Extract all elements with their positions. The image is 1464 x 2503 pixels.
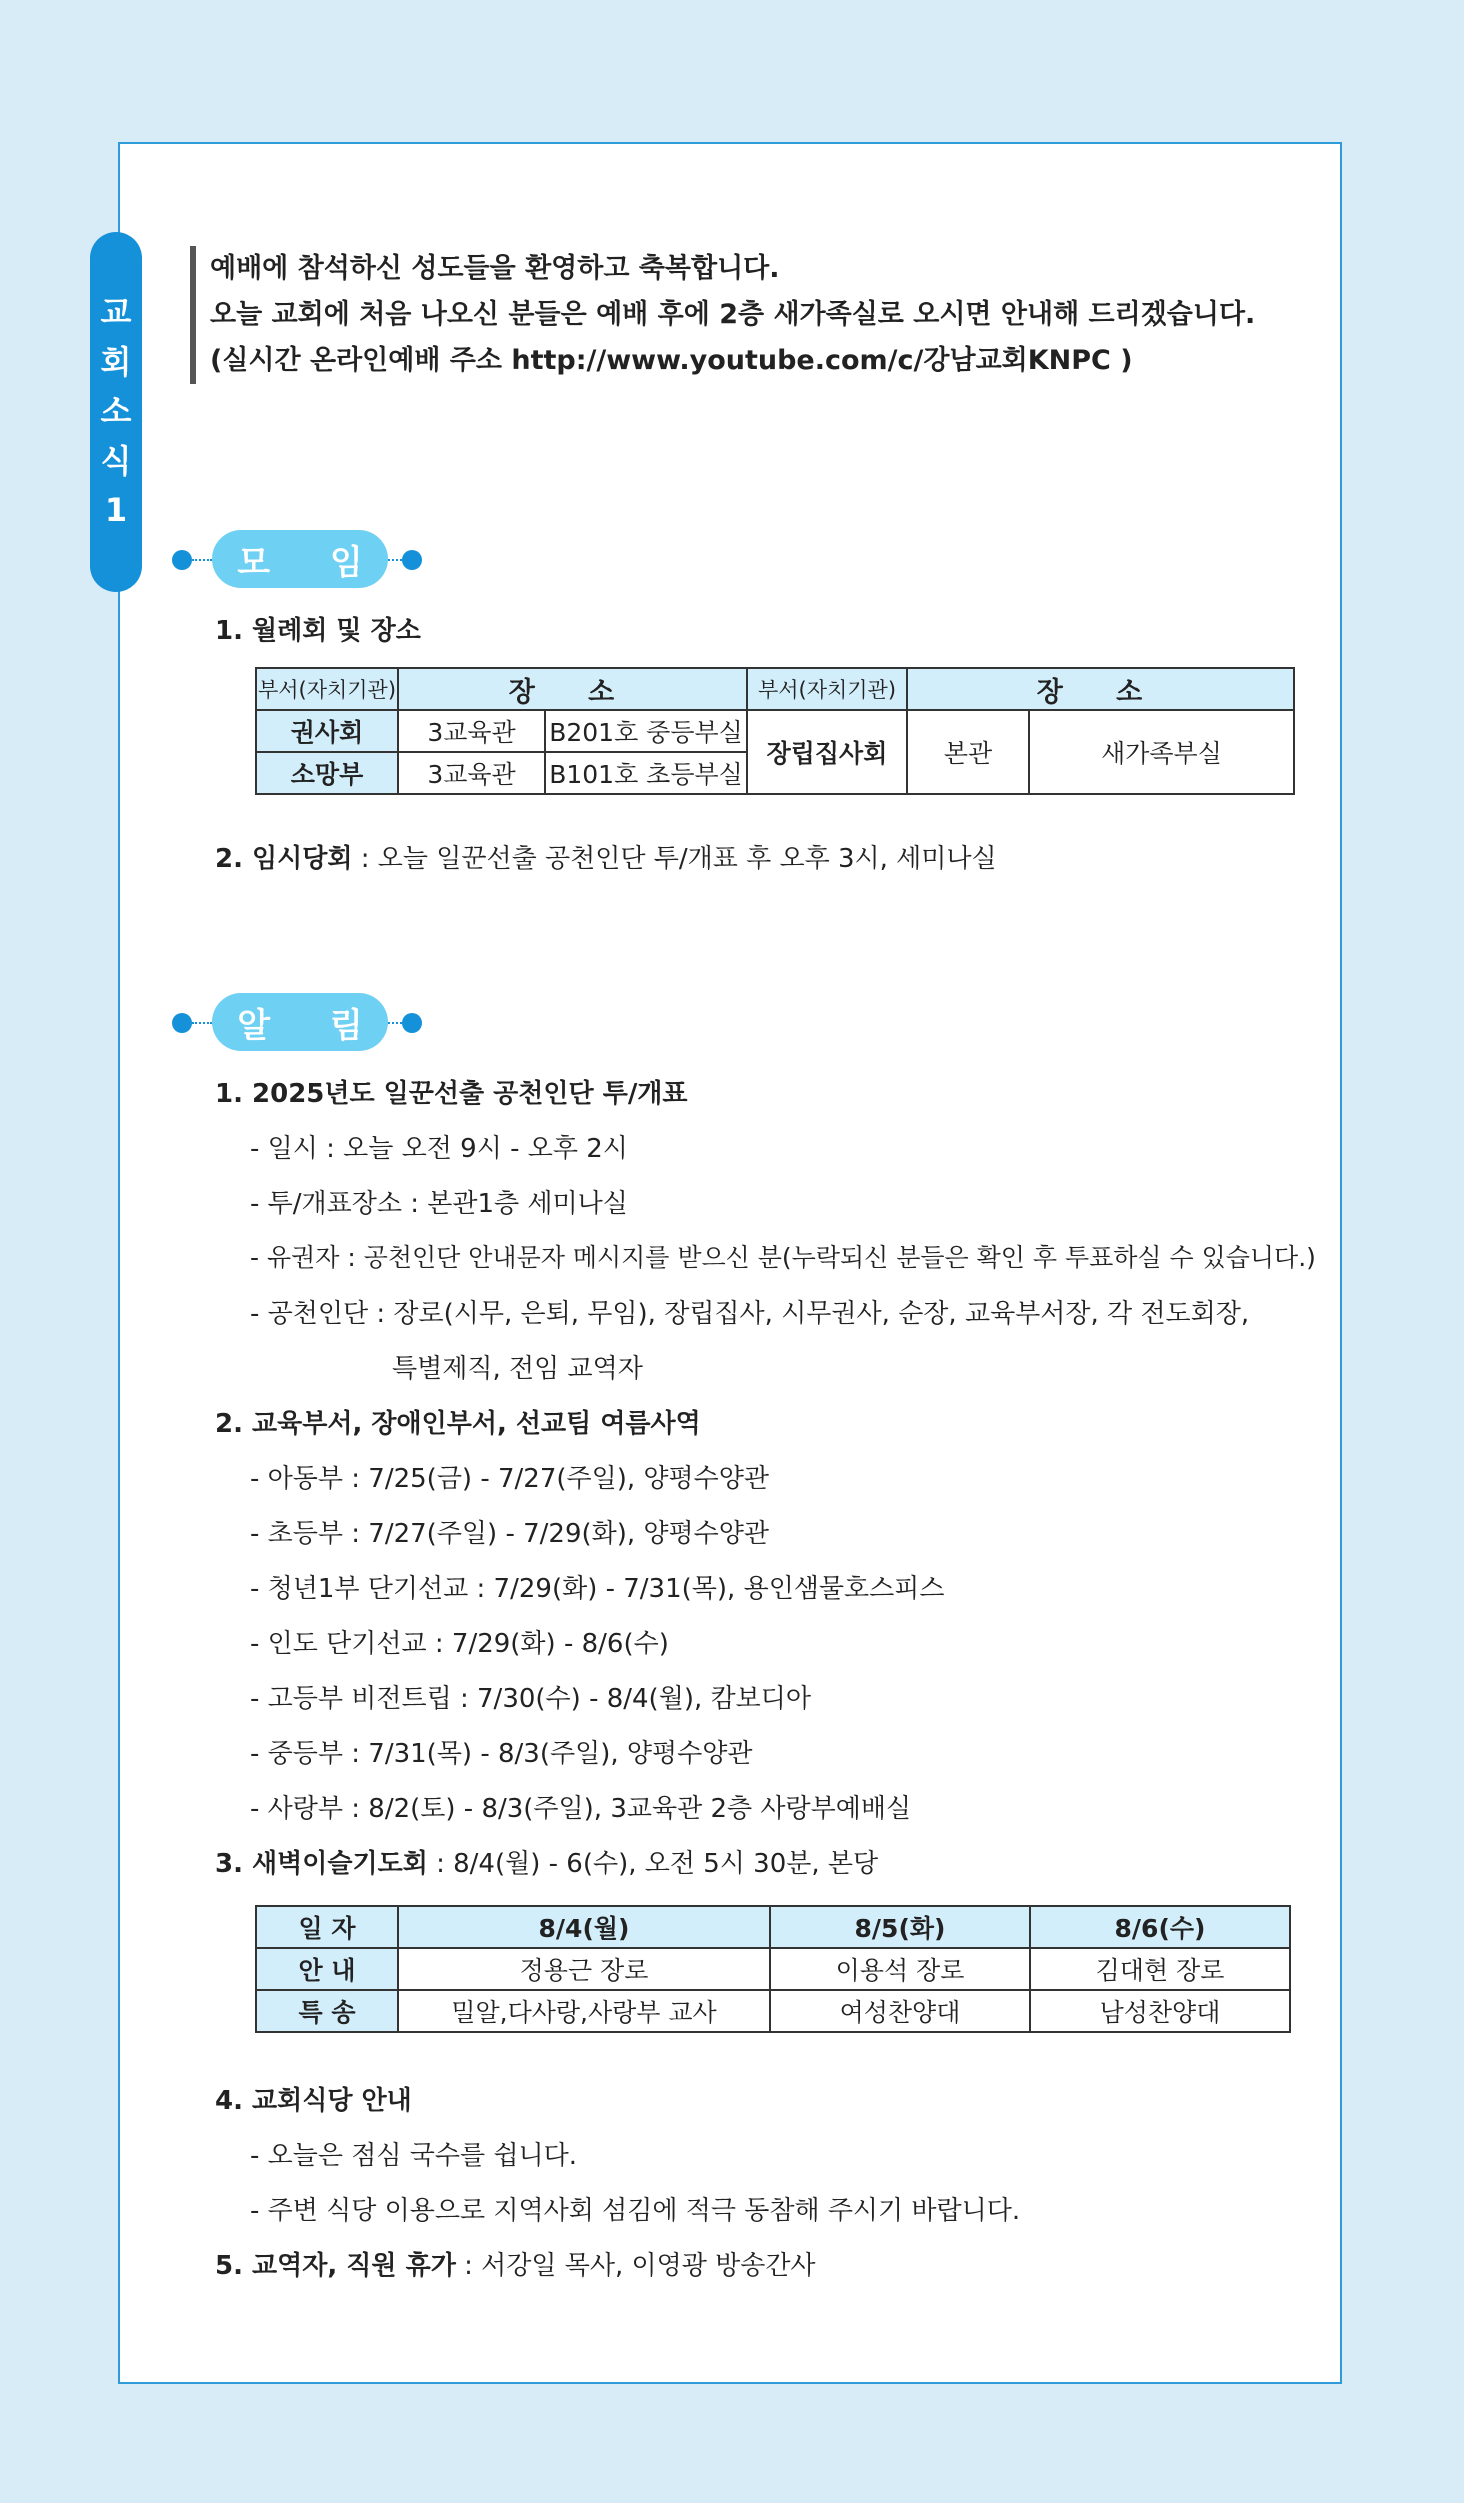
bullet-dot-icon (172, 550, 192, 570)
table-cell: 안 내 (256, 1948, 398, 1990)
table-cell: 소망부 (256, 752, 398, 794)
livestream-line: (실시간 온라인예배 주소 http://www.youtube.com/c/강남교회KNPC ) (210, 345, 1133, 376)
dawn-prayer-table (255, 1905, 1291, 2033)
table-cell: B201호 중등부실 (545, 710, 747, 752)
side-tab-char: 1 (104, 491, 128, 530)
notices-title: 알 림 (212, 993, 388, 1051)
list-item: - 초등부 : 7/27(주일) - 7/29(화), 양평수양관 (250, 1519, 769, 1549)
list-item: - 공천인단 : 장로(시무, 은퇴, 무임), 장립집사, 시무권사, 순장, 교육부서장, 각 전도회장, (250, 1299, 1250, 1329)
side-tab (90, 232, 142, 592)
session-meeting-label: 2. 임시당회 (215, 844, 353, 874)
welcome-line: 예배에 참석하신 성도들을 환영하고 축복합니다. (210, 253, 780, 284)
cafeteria-title: 4. 교회식당 안내 (215, 2086, 412, 2116)
bullet-dot-icon (172, 1013, 192, 1033)
table-header: 8/6(수) (1030, 1906, 1290, 1948)
table-cell: 밀알,다사랑,사랑부 교사 (398, 1990, 770, 2032)
staff-vacation-text: : 서강일 목사, 이영광 방송간사 (455, 2251, 816, 2281)
side-tab-char: 소 (100, 392, 132, 431)
table-cell: 이용석 장로 (770, 1948, 1030, 1990)
table-cell: B101호 초등부실 (545, 752, 747, 794)
table-cell: 새가족부실 (1029, 710, 1294, 794)
side-tab-char: 식 (100, 441, 132, 480)
staff-vacation-label: 5. 교역자, 직원 휴가 (215, 2251, 456, 2281)
bullet-dot-icon (402, 1013, 422, 1033)
monthly-meeting-title: 1. 월례회 및 장소 (215, 616, 421, 646)
welcome-message (190, 246, 1255, 384)
table-header: 부서(자치기관) (747, 668, 907, 710)
dawn-prayer-text: : 8/4(월) - 6(수), 오전 5시 30분, 본당 (427, 1849, 879, 1879)
side-tab-char: 교 (100, 293, 132, 332)
side-tab-char: 회 (100, 342, 132, 381)
list-item: - 유권자 : 공천인단 안내문자 메시지를 받으신 분(누락되신 분들은 확인 후 투표하실 수 있습니다.) (250, 1243, 1316, 1272)
dawn-prayer-line (215, 1843, 878, 1880)
session-meeting-text: : 오늘 일꾼선출 공천인단 투/개표 후 오후 3시, 세미나실 (352, 844, 997, 874)
table-cell: 특 송 (256, 1990, 398, 2032)
list-item: - 사랑부 : 8/2(토) - 8/3(주일), 3교육관 2층 사랑부예배실 (250, 1794, 912, 1824)
table-cell: 여성찬양대 (770, 1990, 1030, 2032)
welcome-line: 오늘 교회에 처음 나오신 분들은 예배 후에 2층 새가족실로 오시면 안내해 드리겠습니다. (210, 299, 1256, 330)
table-header: 부서(자치기관) (256, 668, 398, 710)
table-header: 8/4(월) (398, 1906, 770, 1948)
table-cell: 3교육관 (398, 752, 545, 794)
table-cell: 김대현 장로 (1030, 1948, 1290, 1990)
election-title: 1. 2025년도 일꾼선출 공천인단 투/개표 (215, 1079, 688, 1109)
list-item: - 아동부 : 7/25(금) - 7/27(주일), 양평수양관 (250, 1464, 769, 1494)
meeting-place-table (255, 667, 1295, 795)
session-meeting-line (215, 838, 997, 875)
table-header: 장 소 (398, 668, 747, 710)
table-header: 8/5(화) (770, 1906, 1030, 1948)
table-cell: 남성찬양대 (1030, 1990, 1290, 2032)
list-item: - 투/개표장소 : 본관1층 세미나실 (250, 1189, 628, 1219)
table-cell: 정용근 장로 (398, 1948, 770, 1990)
table-header: 장 소 (907, 668, 1294, 710)
table-cell: 본관 (907, 710, 1029, 794)
list-item: - 청년1부 단기선교 : 7/29(화) - 7/31(목), 용인샘물호스피스 (250, 1574, 945, 1604)
table-cell: 장립집사회 (747, 710, 907, 794)
bullet-dot-icon (402, 550, 422, 570)
list-item: 특별제직, 전임 교역자 (392, 1354, 643, 1384)
table-cell: 3교육관 (398, 710, 545, 752)
meetings-heading (172, 530, 432, 590)
list-item: - 오늘은 점심 국수를 쉽니다. (250, 2141, 577, 2171)
notices-heading (172, 993, 432, 1053)
list-item: - 인도 단기선교 : 7/29(화) - 8/6(수) (250, 1629, 669, 1659)
list-item: - 일시 : 오늘 오전 9시 - 오후 2시 (250, 1134, 628, 1164)
list-item: - 주변 식당 이용으로 지역사회 섬김에 적극 동참해 주시기 바랍니다. (250, 2196, 1021, 2226)
meetings-title: 모 임 (212, 530, 388, 588)
dawn-prayer-label: 3. 새벽이슬기도회 (215, 1849, 428, 1879)
summer-ministry-title: 2. 교육부서, 장애인부서, 선교팀 여름사역 (215, 1409, 701, 1439)
list-item: - 고등부 비전트립 : 7/30(수) - 8/4(월), 캄보디아 (250, 1684, 811, 1714)
staff-vacation-line (215, 2245, 816, 2282)
table-header: 일 자 (256, 1906, 398, 1948)
list-item: - 중등부 : 7/31(목) - 8/3(주일), 양평수양관 (250, 1739, 753, 1769)
table-cell: 권사회 (256, 710, 398, 752)
